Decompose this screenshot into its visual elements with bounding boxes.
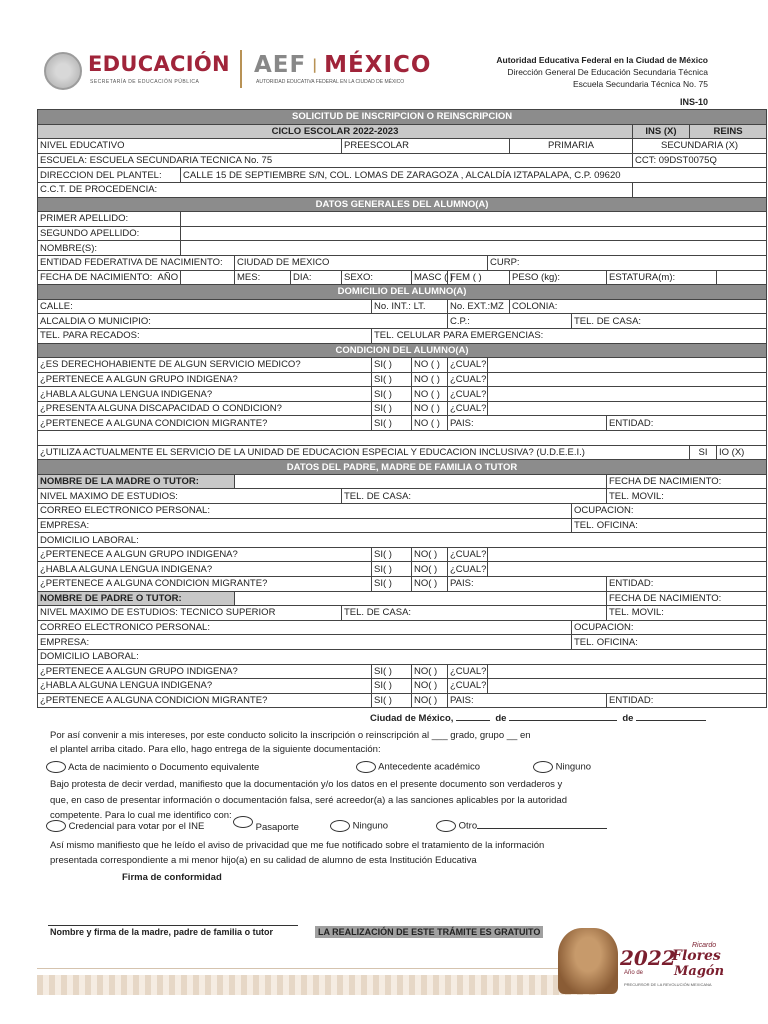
entidad-nacimiento-label: ENTIDAD FEDERATIVA DE NACIMIENTO: (38, 255, 235, 270)
nombre-firma-label: Nombre y firma de la madre, padre de familia o tutor (50, 927, 274, 937)
direccion-label: DIRECCION DEL PLANTEL: (38, 168, 181, 183)
condicion-question: ¿HABLA ALGUNA LENGUA INDIGENA? (38, 387, 372, 402)
curp-field[interactable]: CURP: (488, 255, 767, 270)
madre-tel-casa-field[interactable]: TEL. DE CASA: (342, 489, 607, 504)
madre-empresa-field[interactable]: EMPRESA: (38, 518, 572, 533)
secundaria-option[interactable]: SECUNDARIA (X) (633, 139, 767, 154)
padre-fecha-nac-field[interactable]: FECHA DE NACIMIENTO: (607, 591, 767, 606)
madre-entidad-field[interactable]: ENTIDAD: (607, 577, 767, 592)
madre-fecha-nac-field[interactable]: FECHA DE NACIMIENTO: (607, 474, 767, 489)
radio-circle-icon[interactable] (330, 820, 350, 832)
solicitud-paragraph: Por así convenir a mis intereses, por este conducto solicito la inscripción o reinscripción al ___ grado, grupo __ en el plantel arriba citado. Para ello, hago entrega de la siguiente documentación: (50, 730, 531, 755)
header-institution (408, 54, 708, 90)
preescolar-option[interactable]: PREESCOLAR (342, 139, 510, 154)
reins-checkbox[interactable]: REINS (690, 124, 767, 139)
estatura-field[interactable]: ESTATURA(m): (607, 270, 717, 285)
ninguno-doc-option[interactable]: Ninguno (533, 761, 591, 773)
condicion-no-option[interactable]: NO ( ) (412, 387, 448, 402)
condicion-no-option[interactable]: NO ( ) (412, 401, 448, 416)
madre-lengua-no[interactable]: NO( ) (412, 562, 448, 577)
fecha-nacimiento-label: FECHA DE NACIMIENTO: AÑO (38, 270, 181, 285)
madre-nivel-field[interactable]: NIVEL MAXIMO DE ESTUDIOS: (38, 489, 342, 504)
padre-nombre-input[interactable] (235, 591, 607, 606)
otro-blank[interactable] (477, 828, 607, 829)
padre-indigena-question: ¿PERTENECE A ALGUN GRUPO INDIGENA? (38, 664, 372, 679)
padre-indigena-no[interactable]: NO( ) (412, 664, 448, 679)
sexo-masc-option[interactable]: MASC ( ) (412, 270, 448, 285)
padre-migrante-si[interactable]: SI( ) (372, 693, 412, 708)
spacer-row (38, 431, 767, 446)
condicion-cual-label: ¿CUAL? (448, 401, 488, 416)
madre-ocupacion-field[interactable]: OCUPACION: (572, 504, 767, 519)
nombre-label: NOMBRE(S): (38, 241, 181, 256)
padre-tel-oficina-field[interactable]: TEL. OFICINA: (572, 635, 767, 650)
segundo-apellido-input[interactable] (181, 226, 767, 241)
educacion-logo: EDUCACIÓN (88, 52, 230, 76)
primaria-option[interactable]: PRIMARIA (510, 139, 633, 154)
acta-option[interactable]: Acta de nacimiento o Documento equivalente (46, 762, 259, 773)
section-domicilio: DOMICILIO DEL ALUMNO(A) (38, 285, 767, 300)
condicion-no-option[interactable]: NO ( ) (412, 358, 448, 373)
primer-apellido-input[interactable] (181, 212, 767, 227)
documentacion-options (46, 761, 686, 773)
condicion-cual-input[interactable] (488, 358, 767, 373)
condicion-cual-input[interactable] (488, 387, 767, 402)
otro-option[interactable]: Otro (436, 820, 607, 832)
condicion-question: ¿ES DERECHOHABIENTE DE ALGUN SERVICIO MEDICO? (38, 358, 372, 373)
madre-migrante-question: ¿PERTENECE A ALGUNA CONDICION MIGRANTE? (38, 577, 372, 592)
padre-migrante-no[interactable]: NO( ) (412, 693, 448, 708)
condicion-no-option[interactable]: NO ( ) (412, 416, 448, 431)
padre-entidad-field[interactable]: ENTIDAD: (607, 693, 767, 708)
institution-line1: Autoridad Educativa Federal en la Ciudad de México (496, 55, 708, 65)
entidad-nacimiento-value[interactable]: CIUDAD DE MEXICO (235, 255, 488, 270)
condicion-cual-label: ¿CUAL? (448, 387, 488, 402)
no-ext-field[interactable]: No. EXT.:MZ (448, 299, 510, 314)
madre-nombre-label: NOMBRE DE LA MADRE O TUTOR: (38, 474, 235, 489)
padre-correo-field[interactable]: CORREO ELECTRONICO PERSONAL: (38, 620, 572, 635)
radio-circle-icon[interactable] (533, 761, 553, 773)
madre-lengua-si[interactable]: SI( ) (372, 562, 412, 577)
mes-blank[interactable] (509, 720, 617, 721)
padre-lengua-si[interactable]: SI( ) (372, 679, 412, 694)
padre-lengua-input[interactable] (488, 679, 767, 694)
institution-line2: Dirección General De Educación Secundaria Técnica (507, 67, 708, 77)
colonia-field[interactable]: COLONIA: (510, 299, 767, 314)
antecedente-option[interactable]: Antecedente académico (356, 761, 480, 773)
tel-celular-field[interactable]: TEL. CELULAR PARA EMERGENCIAS: (372, 328, 767, 343)
radio-circle-icon[interactable] (356, 761, 376, 773)
condicion-cual-label: ¿CUAL? (448, 372, 488, 387)
madre-tel-movil-field[interactable]: TEL. MOVIL: (607, 489, 767, 504)
cct-field: CCT: 09DST0075Q (633, 153, 767, 168)
header-logos (44, 50, 444, 90)
padre-domicilio-field[interactable]: DOMICILIO LABORAL: (38, 649, 767, 664)
radio-circle-icon[interactable] (46, 820, 66, 832)
cct-procedencia-extra[interactable] (633, 182, 767, 197)
decorative-footer-band (37, 975, 597, 995)
cct-procedencia-field[interactable]: C.C.T. DE PROCEDENCIA: (38, 182, 633, 197)
ciclo-escolar: CICLO ESCOLAR 2022-2023 (38, 124, 633, 139)
condicion-si-option[interactable]: SI( ) (372, 416, 412, 431)
tel-recados-field[interactable]: TEL. PARA RECADOS: (38, 328, 372, 343)
padre-indigena-si[interactable]: SI( ) (372, 664, 412, 679)
madre-lengua-input[interactable] (488, 562, 767, 577)
nombre-input[interactable] (181, 241, 767, 256)
flores-magon-emblem: 2022 Año de Ricardo Flores Magón PRECURSOR DE LA REVOLUCIÓN MEXICANA (620, 942, 725, 987)
condicion-si-option[interactable]: SI( ) (372, 372, 412, 387)
section-padres: DATOS DEL PADRE, MADRE DE FAMILIA O TUTOR (38, 460, 767, 475)
radio-circle-icon[interactable] (436, 820, 456, 832)
nivel-label: NIVEL EDUCATIVO (38, 139, 342, 154)
pasaporte-option[interactable]: Pasaporte (233, 816, 299, 828)
ciudad-fecha-line: Ciudad de México, de de (370, 713, 706, 724)
ninguno-id-option[interactable]: Ninguno (330, 820, 388, 832)
padre-indigena-cual: ¿CUAL? (448, 664, 488, 679)
condicion-question: ¿PRESENTA ALGUNA DISCAPACIDAD O CONDICION? (38, 401, 372, 416)
condicion-no-option[interactable]: NO ( ) (412, 372, 448, 387)
primer-apellido-label: PRIMER APELLIDO: (38, 212, 181, 227)
condicion-cual-input[interactable] (488, 401, 767, 416)
ine-option[interactable]: Credencial para votar por el INE (46, 821, 204, 832)
protesta-paragraph: Bajo protesta de decir verdad, manifiesto que la documentación y/o los datos en el presente documento son verdaderos y que, en caso de presentar información o documentación falsa, seré acreedor(a) a las sanciones aplicables por la autoridad competente. Para lo cual me identifico con: (50, 779, 567, 821)
radio-circle-icon[interactable] (233, 816, 253, 828)
madre-indigena-no[interactable]: NO( ) (412, 547, 448, 562)
institution-line3: Escuela Secundaria Técnica No. 75 (573, 79, 708, 89)
logo-divider (240, 50, 242, 88)
fecha-mes-field[interactable]: MES: (235, 270, 291, 285)
condicion-si-option[interactable]: SI( ) (372, 401, 412, 416)
condicion-si-option[interactable]: SI( ) (372, 358, 412, 373)
radio-circle-icon[interactable] (46, 761, 66, 773)
padre-empresa-field[interactable]: EMPRESA: (38, 635, 572, 650)
udeei-si-option[interactable]: SI (690, 445, 717, 460)
firma-conformidad-label: Firma de conformidad (122, 872, 222, 883)
aef-subtitle: AUTORIDAD EDUCATIVA FEDERAL EN LA CIUDAD DE MÉXICO (256, 79, 405, 85)
sexo-label: SEXO: (342, 270, 412, 285)
alcaldia-field[interactable]: ALCALDIA O MUNICIPIO: (38, 314, 448, 329)
padre-tel-casa-field[interactable]: TEL. DE CASA: (342, 606, 607, 621)
estatura-input[interactable] (717, 270, 767, 285)
condicion-entidad-field[interactable]: ENTIDAD: (607, 416, 767, 431)
cp-field[interactable]: C.P.: (448, 314, 572, 329)
form-code: INS-10 (679, 97, 708, 107)
madre-migrante-no[interactable]: NO( ) (412, 577, 448, 592)
ano-blank[interactable] (636, 720, 706, 721)
section-condicion: CONDICION DEL ALUMNO(A) (38, 343, 767, 358)
madre-tel-oficina-field[interactable]: TEL. OFICINA: (572, 518, 767, 533)
footer-divider (37, 968, 597, 969)
udeei-no-option[interactable]: IO (X) (717, 445, 767, 460)
condicion-question: ¿PERTENECE A ALGUNA CONDICION MIGRANTE? (38, 416, 372, 431)
madre-correo-field[interactable]: CORREO ELECTRONICO PERSONAL: (38, 504, 572, 519)
calle-field[interactable]: CALLE: (38, 299, 372, 314)
madre-indigena-input[interactable] (488, 547, 767, 562)
madre-indigena-question: ¿PERTENECE A ALGUN GRUPO INDIGENA? (38, 547, 372, 562)
mexico-seal-icon (44, 52, 82, 90)
madre-indigena-cual: ¿CUAL? (448, 547, 488, 562)
condicion-question: ¿PERTENECE A ALGUN GRUPO INDIGENA? (38, 372, 372, 387)
direccion-value: CALLE 15 DE SEPTIEMBRE S/N, COL. LOMAS DE ZARAGOZA , ALCALDÍA IZTAPALAPA, C.P. 09620 (181, 168, 767, 183)
section-alumno: DATOS GENERALES DEL ALUMNO(A) (38, 197, 767, 212)
padre-lengua-no[interactable]: NO( ) (412, 679, 448, 694)
sep-subtitle: SECRETARÍA DE EDUCACIÓN PÚBLICA (90, 79, 200, 85)
madre-nombre-input[interactable] (235, 474, 607, 489)
madre-lengua-question: ¿HABLA ALGUNA LENGUA INDIGENA? (38, 562, 372, 577)
ins-checkbox[interactable]: INS (X) (633, 124, 690, 139)
madre-domicilio-field[interactable]: DOMICILIO LABORAL: (38, 533, 767, 548)
no-int-field[interactable]: No. INT.: LT. (372, 299, 448, 314)
padre-pais-field[interactable]: PAIS: (448, 693, 607, 708)
registration-form (37, 109, 767, 708)
tel-casa-field[interactable]: TEL. DE CASA: (572, 314, 767, 329)
identificacion-options (46, 820, 686, 832)
padre-tel-movil-field[interactable]: TEL. MOVIL: (607, 606, 767, 621)
condicion-cual-input[interactable] (488, 372, 767, 387)
privacidad-paragraph: Así mismo manifiesto que he leído el aviso de privacidad que me fue notificado sobre el tratamiento de la información presentada correspondiente a mi menor hijo(a) en su calidad de alumno de esta Institución Educativa (50, 840, 545, 866)
condicion-si-option[interactable]: SI( ) (372, 387, 412, 402)
aef-logo: AEF | MÉXICO (254, 52, 432, 78)
fecha-ano-input[interactable] (181, 270, 235, 285)
udeei-question: ¿UTILIZA ACTUALMENTE EL SERVICIO DE LA UNIDAD DE EDUCACION ESPECIAL Y EDUCACION INCLUSIVA? (U.D.E.E.I.) (38, 445, 690, 460)
madre-migrante-si[interactable]: SI( ) (372, 577, 412, 592)
madre-lengua-cual: ¿CUAL? (448, 562, 488, 577)
padre-ocupacion-field[interactable]: OCUPACION: (572, 620, 767, 635)
padre-migrante-question: ¿PERTENECE A ALGUNA CONDICION MIGRANTE? (38, 693, 372, 708)
condicion-cual-label: ¿CUAL? (448, 358, 488, 373)
gratuito-banner: LA REALIZACIÓN DE ESTE TRÁMITE ES GRATUITO (315, 926, 543, 938)
fecha-dia-field[interactable]: DIA: (291, 270, 342, 285)
padre-nombre-label: NOMBRE DE PADRE O TUTOR: (38, 591, 235, 606)
condicion-pais-field[interactable]: PAIS: (448, 416, 607, 431)
escuela-field: ESCUELA: ESCUELA SECUNDARIA TECNICA No. 75 (38, 153, 633, 168)
padre-nivel-field[interactable]: NIVEL MAXIMO DE ESTUDIOS: TECNICO SUPERIOR (38, 606, 342, 621)
dia-blank[interactable] (456, 720, 490, 721)
segundo-apellido-label: SEGUNDO APELLIDO: (38, 226, 181, 241)
form-title: SOLICITUD DE INSCRIPCION O REINSCRIPCION (38, 110, 767, 125)
padre-lengua-question: ¿HABLA ALGUNA LENGUA INDIGENA? (38, 679, 372, 694)
padre-indigena-input[interactable] (488, 664, 767, 679)
madre-indigena-si[interactable]: SI( ) (372, 547, 412, 562)
peso-field[interactable]: PESO (kg): (510, 270, 607, 285)
firma-line[interactable] (48, 925, 298, 926)
madre-pais-field[interactable]: PAIS: (448, 577, 607, 592)
sexo-fem-option[interactable]: FEM ( ) (448, 270, 510, 285)
padre-lengua-cual: ¿CUAL? (448, 679, 488, 694)
